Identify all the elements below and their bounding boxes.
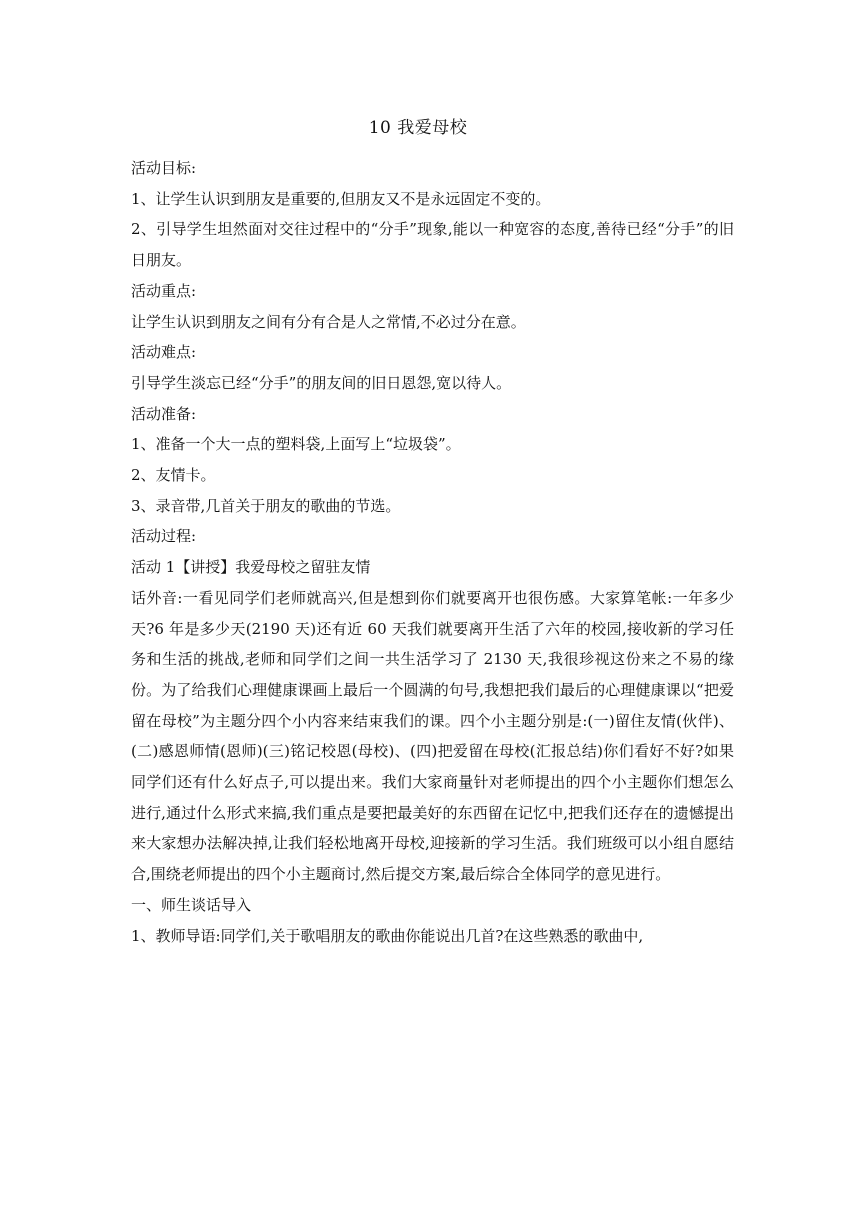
heading-process: 活动过程: xyxy=(131,527,197,546)
teacher-intro-text: 1、教师导语:同学们,关于歌唱朋友的歌曲你能说出几首?在这些熟悉的歌曲中, xyxy=(131,926,644,945)
section-1-heading: 一、师生谈话导入 xyxy=(131,895,252,914)
goal-item-2: 2、引导学生坦然面对交往过程中的“分手”现象,能以一种宽容的态度,善待已经“分手”的旧日朋友。 xyxy=(131,220,734,270)
preparation-item-2: 2、友情卡。 xyxy=(131,466,216,485)
document-title: 10 我爱母校 xyxy=(368,118,468,138)
activity-1-heading: 活动 1【讲授】我爱母校之留驻友情 xyxy=(131,558,371,577)
heading-activity-goals: 活动目标: xyxy=(131,159,197,177)
preparation-item-3: 3、录音带,几首关于朋友的歌曲的节选。 xyxy=(131,496,401,515)
difficulties-text: 引导学生淡忘已经“分手”的朋友间的旧日恩怨,宽以待人。 xyxy=(131,373,512,392)
document-body xyxy=(131,153,734,951)
heading-key-points: 活动重点: xyxy=(131,281,197,300)
heading-difficulties: 活动难点: xyxy=(131,343,197,362)
preparation-item-1: 1、准备一个大一点的塑料袋,上面写上“垃圾袋”。 xyxy=(131,435,461,454)
goal-item-1: 1、让学生认识到朋友是重要的,但朋友又不是永远固定不变的。 xyxy=(131,189,551,208)
voiceover-paragraph: 话外音:一看见同学们老师就高兴,但是想到你们就要离开也很伤感。大家算笔帐:一年多少天?6 年是多少天(2190 天)还有近 60 天我们就要离开生活了六年的校园,接收新的学习任务和生活的挑战,老师和同学们之间一共生活学习了 2130 天,我很珍视这份来之不易的缘份。为了给我们心理健康课画上最后一个圆满的句号,我想把我们最后的心理健康课以“把爱留在母校”为主题分四个小内容来结束我们的课。四个小主题分别是:(一)留住友情(伙伴)、(二)感恩师情(恩师)(三)铭记校恩(母校)、(四)把爱留在母校(汇报总结)你们看好不好?如果同学们还有什么好点子,可以提出来。我们大家商量针对老师提出的四个小主题你们想怎么进行,通过什么形式来搞,我们重点是要把最美好的东西留在记忆中,把我们还存在的遗憾提出来大家想办法解决掉,让我们轻松地离开母校,迎接新的学习生活。我们班级可以小组自愿结合,围绕老师提出的四个小主题商讨,然后提交方案,最后综合全体同学的意见进行。 xyxy=(131,588,734,884)
key-points-text: 让学生认识到朋友之间有分有合是人之常情,不必过分在意。 xyxy=(131,312,526,331)
heading-preparation: 活动准备: xyxy=(131,404,197,423)
